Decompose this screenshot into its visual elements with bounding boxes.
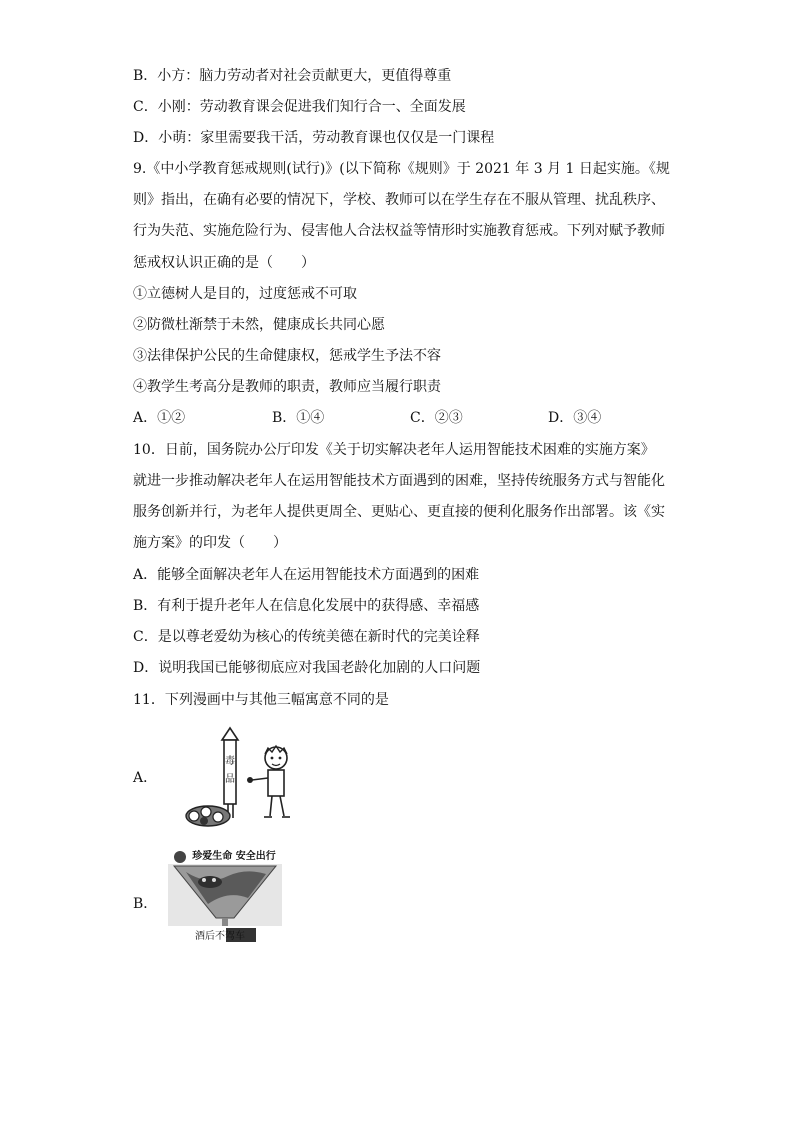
q10-stem-line-4: 施方案》的印发（ ）: [133, 535, 287, 551]
q10-option-c: C．是以尊老爱幼为核心的传统美德在新时代的完美诠释: [133, 629, 480, 645]
q9-option-c: C．②③: [410, 410, 463, 426]
q11-cartoon-b: [168, 846, 282, 946]
q10-stem-line-3: 服务创新并行，为老年人提供更周全、更贴心、更直接的便利化服务作出部署。该《实: [133, 504, 665, 520]
q11-label-b: B．: [133, 896, 158, 912]
q8-option-c: C．小刚：劳动教育课会促进我们知行合一、全面发展: [133, 99, 466, 115]
cartoon-b-top-text: 珍爱生命 安全出行: [192, 851, 276, 862]
q11-label-a: A．: [133, 770, 158, 786]
drunk-driving-cartoon-image: [168, 846, 282, 946]
q10-option-b: B．有利于提升老年人在信息化发展中的获得感、幸福感: [133, 598, 480, 614]
q9-stem-line-1: 9.《中小学教育惩戒规则(试行)》(以下简称《规则》于 2021 年 3 月 1 日起实施。《规: [133, 161, 670, 177]
q9-option-b: B．①④: [272, 410, 325, 426]
q11-cartoon-a: [180, 726, 300, 830]
q9-stem-line-4: 惩戒权认识正确的是（ ）: [133, 255, 315, 271]
q10-stem-line-1: 10．日前，国务院办公厅印发《关于切实解决老年人运用智能技术困难的实施方案》: [133, 442, 655, 458]
cartoon-b-bottom-text: 酒后不驾车: [195, 931, 245, 942]
q10-option-a: A．能够全面解决老年人在运用智能技术方面遇到的困难: [133, 567, 480, 583]
q9-option-a: A．①②: [133, 410, 186, 426]
q8-option-b: B．小方：脑力劳动者对社会贡献更大，更值得尊重: [133, 68, 452, 84]
signpost-char-2: 品: [225, 774, 235, 785]
q8-option-d: D．小萌：家里需要我干活，劳动教育课也仅仅是一门课程: [133, 130, 495, 146]
q9-statement-2: ②防微杜渐禁于未然，健康成长共同心愿: [133, 317, 385, 333]
q10-stem-line-2: 就进一步推动解决老年人在运用智能技术方面遇到的困难，坚持传统服务方式与智能化: [133, 473, 665, 489]
drug-signpost-cartoon-image: [180, 726, 300, 830]
q11-stem: 11．下列漫画中与其他三幅寓意不同的是: [133, 692, 389, 708]
q9-statement-1: ①立德树人是目的，过度惩戒不可取: [133, 286, 357, 302]
q9-option-d: D．③④: [548, 410, 602, 426]
q9-statement-3: ③法律保护公民的生命健康权，惩戒学生予法不容: [133, 348, 441, 364]
q9-stem-line-2: 则》指出，在确有必要的情况下，学校、教师可以在学生存在不服从管理、扰乱秩序、: [133, 192, 665, 208]
signpost-char-1: 毒: [225, 756, 235, 767]
q10-option-d: D．说明我国已能够彻底应对我国老龄化加剧的人口问题: [133, 660, 481, 676]
q9-stem-line-3: 行为失范、实施危险行为、侵害他人合法权益等情形时实施教育惩戒。下列对赋予教师: [133, 223, 665, 239]
q9-statement-4: ④教学生考高分是教师的职责，教师应当履行职责: [133, 379, 441, 395]
